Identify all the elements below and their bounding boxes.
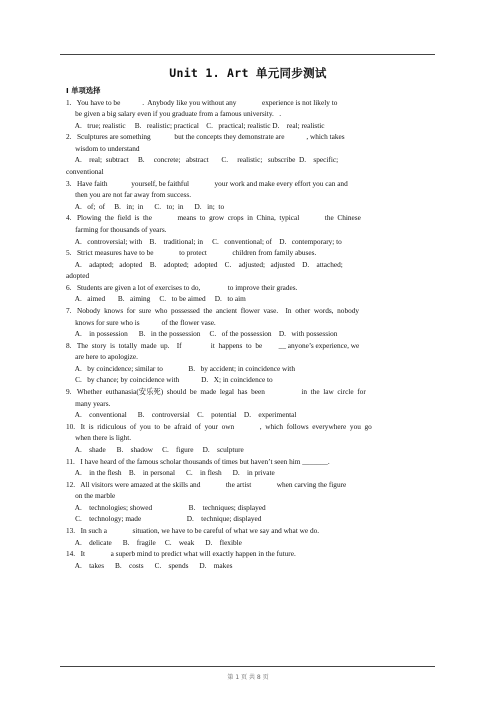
question-line: 11. I have heard of the famous scholar thousands of times but haven’t seen him _______. — [66, 456, 330, 466]
question-line: 4. Plowing the field is the means to grow crops in China, typical the Chinese — [66, 213, 361, 223]
question-line: A. of; of B. in; in C. to; in D. in; to — [66, 201, 225, 211]
question-line: 1. You have to be . Anybody like you without any experience is not likely to — [66, 97, 338, 107]
question-line: 13. In such a situation, we have to be careful of what we say and what we do. — [66, 525, 320, 535]
question-line: A. in the flesh B. in personal C. in flesh D. in private — [66, 468, 275, 478]
question-line: C. technology; made D. technique; displayed — [66, 514, 262, 524]
question-line: 3. Have faith yourself, be faithful your work and make every effort you can and — [66, 178, 348, 188]
question-line: C. by chance; by coincidence with D. X; in coincidence to — [66, 375, 273, 385]
question-line: A. conventional B. controversial C. potential D. experimental — [66, 410, 297, 420]
question-line: A. aimed B. aiming C. to be aimed D. to aim — [66, 294, 246, 304]
question-line: A. in possession B. in the possession C. of the possession D. with possession — [66, 329, 338, 339]
question-line: A. takes B. costs C. spends D. makes — [66, 560, 233, 570]
question-line: when there is light. — [66, 433, 132, 443]
question-line: many years. — [66, 398, 111, 408]
question-line: A. true; realistic B. realistic; practical C. practical; realistic D. real; realistic — [66, 120, 325, 130]
question-line: A. adapted; adopted B. adopted; adopted C. adjusted; adjusted D. attached; — [66, 259, 343, 269]
question-line: A. delicate B. fragile C. weak D. flexible — [66, 537, 242, 547]
question-line: adopted — [66, 271, 90, 281]
question-line: 5. Strict measures have to be to protect children from family abuses. — [66, 248, 317, 258]
question-line: 10. It is ridiculous of you to be afraid of your own , which follows everywhere you go — [66, 421, 372, 431]
question-line: then you are not far away from success. — [66, 190, 192, 200]
question-line: conventional — [66, 167, 104, 177]
question-line: farming for thousands of years. — [66, 224, 167, 234]
question-line: A. shade B. shadow C. figure D. sculpture — [66, 444, 244, 454]
question-line: 7. Nobody knows for sure who possessed the ancient flower vase. In other words, nobody — [66, 305, 360, 315]
question-line: 12. All visitors were amazed at the skills and the artist when carving the figure — [66, 479, 347, 489]
header-rule — [60, 54, 435, 55]
page-footer: 第 1 页 共 8 页 — [227, 674, 269, 681]
question-line: 14. It a superb mind to predict what will exactly happen in the future. — [66, 549, 296, 559]
question-line: A. technologies; showed B. techniques; displayed — [66, 502, 266, 512]
page-title — [0, 65, 496, 81]
question-line: be given a big salary even if you graduate from a famous university. . — [66, 109, 282, 119]
section-heading: I 单项选择 — [66, 86, 101, 95]
question-line: A. by coincidence; similar to B. by accident; in coincidence with — [66, 363, 295, 373]
question-line: A. controversial; with B. traditional; in C. conventional; of D. contemporary; to — [66, 236, 342, 246]
question-line: 2. Sculptures are something but the concepts they demonstrate are , which takes — [66, 132, 345, 142]
question-line: 9. Whether euthanasia(安乐死) should be made legal has been in the law circle for — [66, 387, 366, 397]
question-list — [66, 85, 426, 571]
question-line: knows for sure who is of the flower vase. — [66, 317, 216, 327]
question-line: on the marble — [66, 491, 116, 501]
question-line: 6. Students are given a lot of exercises to do, to improve their grades. — [66, 282, 298, 292]
question-line: wisdom to understand — [66, 143, 140, 153]
question-line: A. real; subtract B. concrete; abstract C. realistic; subscribe D. specific; — [66, 155, 339, 165]
question-line: are here to apologize. — [66, 352, 138, 362]
question-line: 8. The story is totally made up. If it happens to be __ anyone’s experience, we — [66, 340, 360, 350]
title-text: Unit 1. Art 单元同步测试 — [169, 66, 327, 80]
footer-rule — [60, 666, 435, 667]
